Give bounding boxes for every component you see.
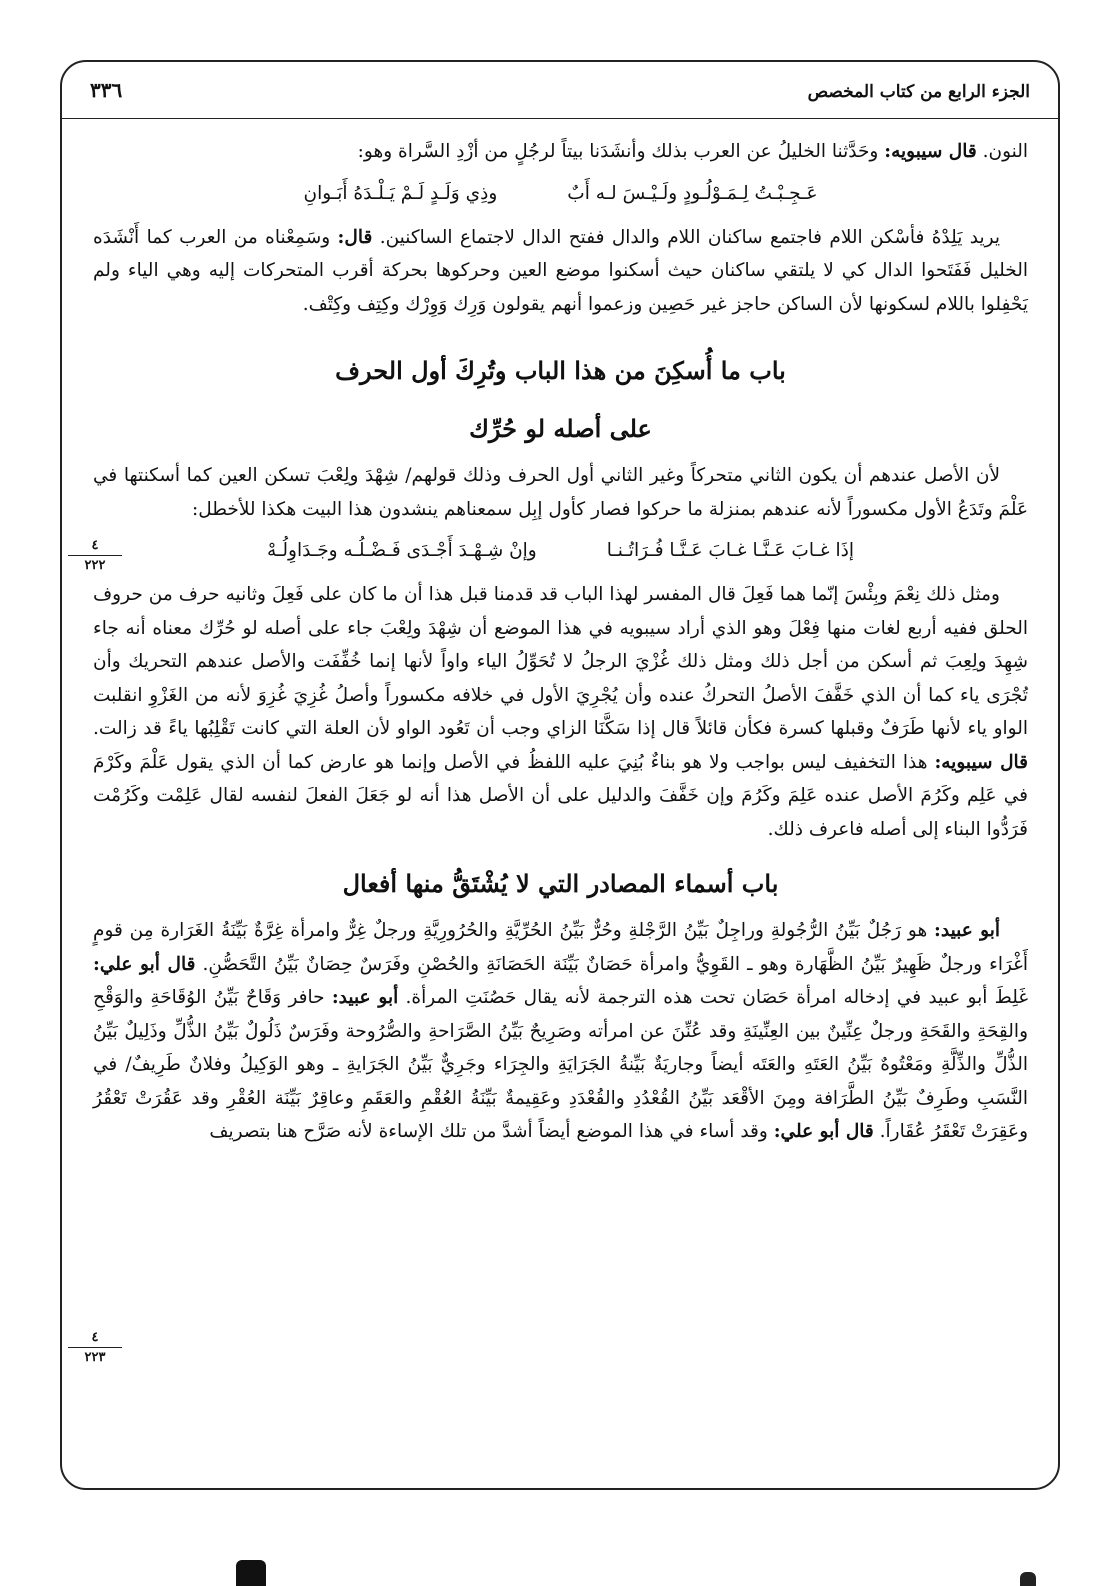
speaker-label: قال سيبويه: [884,141,977,162]
section-heading-1: باب ما أُسكِنَ من هذا الباب وتُرِكَ أول الحرف [335,356,786,385]
speaker-label: قال أبو علي: [773,1121,874,1142]
page-number: ٣٣٦ [90,78,123,102]
paragraph-text: هو رَجُلٌ بَيِّنُ الرُّجُولةِ وراجِلٌ بَيِّنُ الرَّجْلةِ وحُرٌّ بَيِّنُ الحُرِّيَّةِ والحُرُورِيَّةِ ورجلٌ غِرٌّ وامرأة غِرَّةٌ بَيِّنَةُ الغَرَارة مِن قومٍ أَغْرَاء ورجلٌ ظَهِيرٌ بَيِّنُ الظَّهَارة وهو ـ القَوِيُّ وامرأة حَصَانٌ بَيِّنَة الحَصَانَةِ والحُصْنِ وفَرَسٌ حِصَانٌ بَيِّنُ التَّحَصُّنِ. [93,920,1028,975]
marginal-page: ٢٢٣ [84,1350,106,1365]
paragraph-lead: النون. [982,141,1028,162]
verse-hemistich-first: إذَا غـابَ عَـنَّـا غـابَ عَـنَّـا فُـرَاتُـنـا [606,540,854,561]
paragraph-text: ومثل ذلك نِعْمَ وبِئْسَ إنّما هما فَعِلَ قال المفسر لهذا الباب قد قدمنا قبل هذا أن ما كان على فَعِلَ وثانيه حرف من حروف الحلق ففيه أربع لغات منها فِعْلَ وهو الذي أراد سيبويه في هذا الموضع أن شِهْدَ ولِعْبَ جاء على أصله لو حُرِّك معناه أنه جاء شِهِدَ ولِعِبَ ثم أسكن من أجل ذلك ومثل ذلك غُزْيَ الرجلُ لا تُحَوِّلُ الياء واواً لأنها إنما خُفِّفَت والأصل عندهم التحريك وأن تُجْرَى ياء كما أن الذي خَفَّفَ الأصلُ التحركُ عنده وأن يُجْرِيَ الأول في خلافه مكسوراً وأصلُ غُزِيَ غُزِوَ لأنه من الغَزْوِ انقلبت الواو ياء لأنها طَرَفٌ وقبلها كسرة فكأن قائلاً قال إذا سَكَّنَا الزاي وجب أن تَعُود الواو لأن العلة التي كانت تَقْلِبُها ياءً قد زالت. [93,584,1028,739]
running-title: الجزء الرابع من كتاب المخصص [807,82,1030,102]
paragraph-text: غَلِطَ أبو عبيد في إدخاله امرأة حَصَان تحت هذه الترجمة لأنه يقال حَصُنَتِ المرأة. [405,987,1028,1008]
section-heading-2: باب أسماء المصادر التي لا يُشْتَقُّ منها أفعال [342,869,779,898]
marginal-folio-note [68,538,122,573]
paragraph-text: وقد أساء في هذا الموضع أيضاً أشدَّ من تلك الإساءة لأنه صَرَّح هنا بتصريف [209,1121,768,1142]
speaker-label: قال: [337,226,373,248]
marginal-page: ٢٢٢ [84,558,106,573]
header-rule [62,118,1058,119]
marginal-volume: ٤ [68,538,122,556]
verse-1 [93,175,1028,213]
speaker-label: أبو عبيد: [934,920,1000,941]
paragraph-4 [93,578,1028,846]
paragraph-5 [93,914,1028,1149]
paragraph-text: يريد يَلِدْهُ فأسْكن اللام فاجتمع ساكنان اللام والدال ففتح الدال لاجتماع الساكنين. [379,226,1000,248]
paragraph-2 [93,221,1028,322]
scan-artifact [236,1560,266,1586]
paragraph-3: لأن الأصل عندهم أن يكون الثاني متحركاً وغير الثاني أول الحرف وذلك قولهم/ شِهْدَ ولِعْبَ تسكن العين كما أسكنتها في عَلْمَ وتَدَعُ الأول مكسوراً لأنه عندهم بمنزلة ما حركوا فصار كأول إبِل سمعناهم ينشدون هذا البيت هكذا للأخطل: [93,465,1028,520]
verse-hemistich-second: وإنْ شِـهْـدَ أَجْـدَى فَـضْـلُـه وجَـدَاوِلُـهْ [267,540,537,561]
marginal-folio-note [68,1330,122,1365]
speaker-label: قال أبو علي: [93,953,196,975]
section-heading-1-continued: على أصله لو حُرِّك [469,414,652,443]
verse-hemistich-second: وذِي وَلَـدٍ لَـمْ يَـلْـدَهُ أَبَـوانِ [303,182,498,204]
paragraph-text: هذا التخفيف ليس بواجب ولا هو بناءٌ بُنِيَ عليه اللفظُ في الأصل وإنما هو عارض كما أن الذي يقول عَلْمَ وكَرْمَ في عَلِم وكَرُمَ الأصل عنده عَلِمَ وكَرُمَ وإن خَفَّفَ والدليل على أن الأصل هذا أنه لو جَعَلَ الفعلَ لنفسه لقال عَلِمْت وكَرُمْت فَرَدُّوا البناء إلى أصله فاعرف ذلك. [93,751,1028,840]
verse-2 [93,532,1028,570]
marginal-volume: ٤ [68,1330,122,1348]
paragraph-text: حافر وَقَاحٌ بَيِّنُ الوُقَاحَةِ والوَقْحِ والقِحَةِ والقَحَةِ ورجلٌ عِنِّينٌ بين العِنِّينَةِ وقد عُنِّنَ عن امرأته وصَرِيحٌ بَيِّنُ الصَّرَاحةِ والصُّرُوحة وفَرَسٌ ذَلُولٌ بَيِّنُ الذُّلِّ وذَلِيلٌ بَيِّنُ الذُّلِّ والذِّلَّةِ ومَعْتُوهٌ بَيِّنُ العَتَهِ والعَتَه أيضاً وجاريَةٌ بَيِّنةُ الجَرَايَةِ والجِرَاء وجَرِيٌّ بَيِّنُ الجَرَايةِ ـ وهو الوَكِيلُ وفلانٌ طَرِيفٌ/ في النَّسَبِ وطَرِفٌ بَيِّنُ الطَّرَافة ومِنَ الأقْعَد بَيِّنُ القُعْدُدِ والقُعْدَدِ وعَقِيمةٌ بَيِّنَةُ العُقْمِ والعَقَمِ وعاقِرٌ بَيِّنَة العُقْرِ وقد عَقُرَتْ تَعْقُرُ وعَقِرَتْ تَعْقَرُ عُقَاراً. [93,987,1028,1142]
verse-hemistich-first: عَـجِـبْـتُ لِـمَـوْلُـودٍ ولَـيْـسَ لـه أَبٌ [567,182,818,204]
page-header [80,72,1040,112]
paragraph-text: وسَمِعْناه من العرب كما أَنْشَدَه الخليل فَفَتَحوا الدال كي لا يلتقي ساكنان حيث أسكنوا موضع العين وحركوها بحركة أقرب المتحركات إليه وهي الياء ولم يَحْفِلوا باللام لسكونها لأن الساكن حاجز غير حَصِين وزعموا أنهم يقولون وَرِك وَوِرْك وكِتِف وكِتْف. [93,226,1028,315]
scan-artifact [1020,1572,1036,1586]
main-text [93,135,1028,1155]
paragraph-text: وحَدَّثنا الخليلُ عن العرب بذلك وأنشَدَنا بيتاً لرجُلٍ من أزْدِ السَّراة وهو: [357,141,879,162]
speaker-label: أبو عبيد: [331,987,399,1008]
speaker-label: قال سيبويه: [934,751,1028,773]
paragraph-1 [93,135,1028,169]
